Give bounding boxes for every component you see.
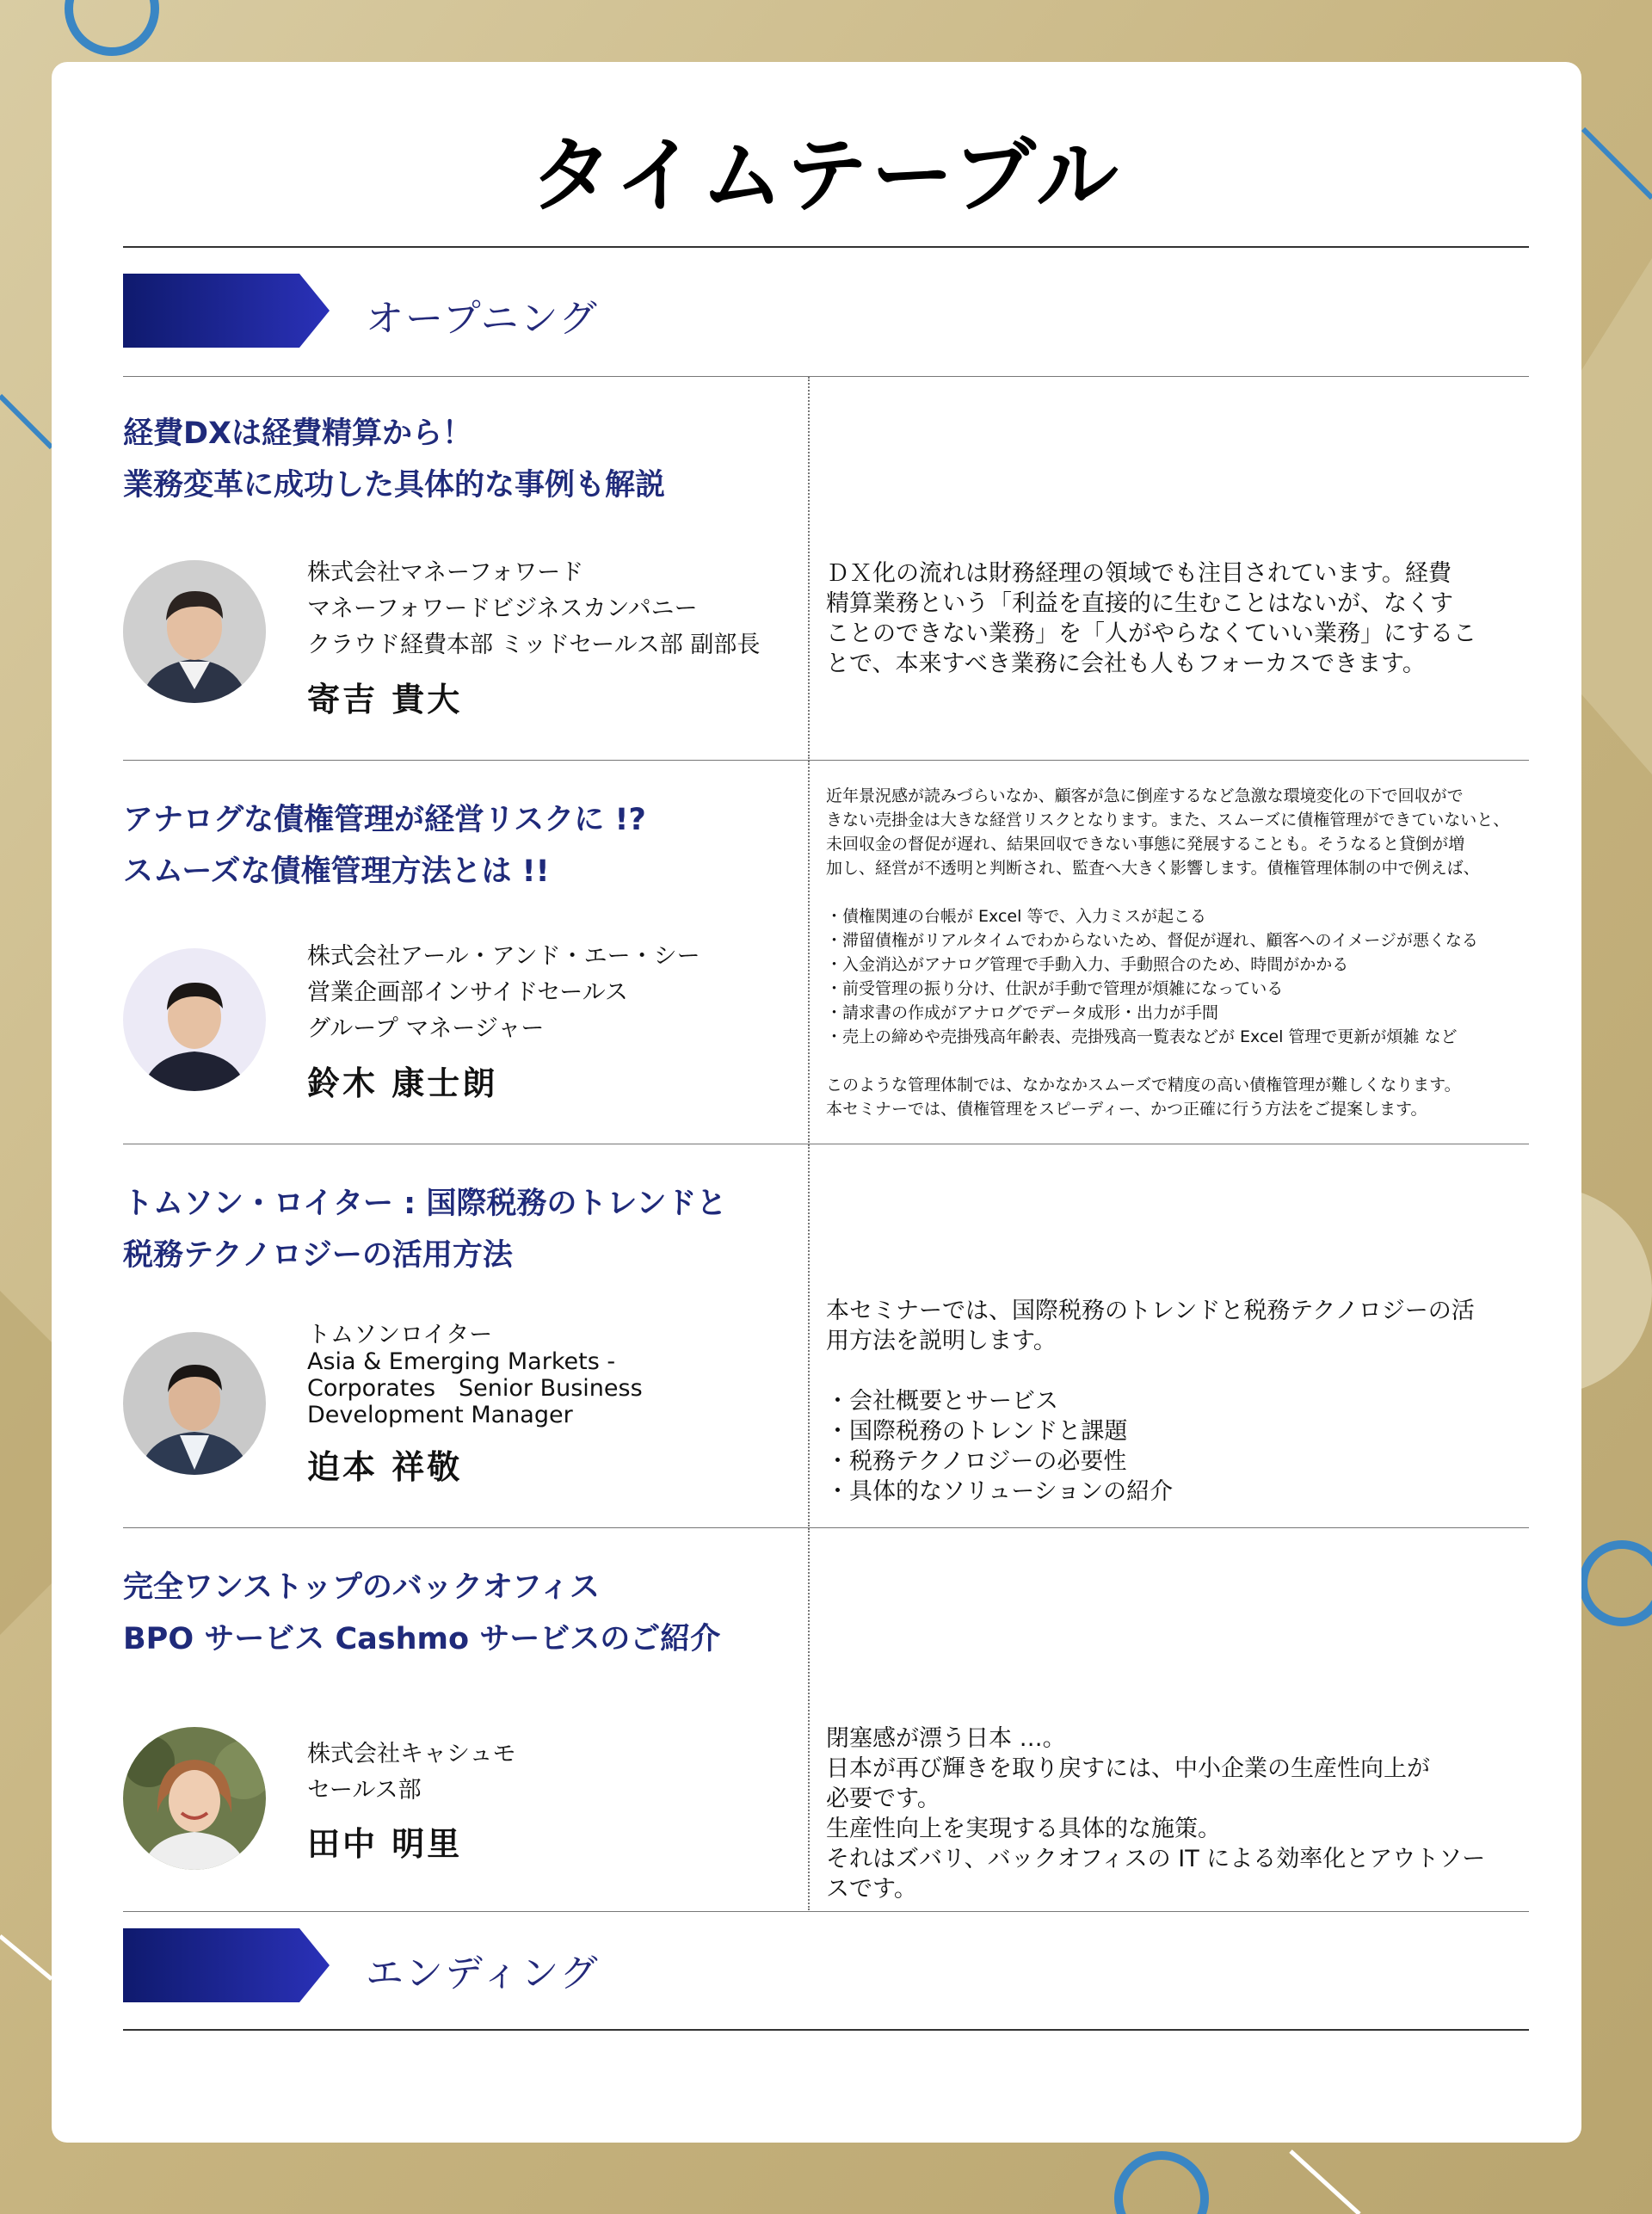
session-title-line: 完全ワンストップのバックオフィス [123, 1570, 601, 1605]
description-bullet: ・具体的なソリューションの紹介 [826, 1478, 1174, 1505]
opening-banner-arrow [123, 274, 330, 348]
description-bullet: ・債権関連の台帳が Excel 等で、入力ミスが起こる [826, 907, 1207, 926]
description-line: それはズバリ、バックオフィスの IT による効率化とアウトソー [826, 1846, 1486, 1872]
session-3-title [123, 1178, 777, 1281]
speaker-2-name: 鈴木 康士朗 [307, 1064, 498, 1102]
session-title-line: 業務変革に成功した具体的な事例も解説 [123, 468, 666, 503]
description-line: スです。 [826, 1876, 917, 1903]
description-line: 本セミナーでは、国際税務のトレンドと税務テクノロジーの活 [826, 1298, 1475, 1324]
session-3-description [826, 1296, 1530, 1507]
speaker-1-affiliation [307, 555, 789, 663]
divider [123, 376, 1529, 377]
description-bullet: ・会社概要とサービス [826, 1388, 1058, 1415]
description-line: きない売掛金は大きな経営リスクとなります。また、スムーズに債権管理ができていないと、 [826, 811, 1510, 829]
description-line: とで、本来すべき業務に会社も人もフォーカスできます。 [826, 651, 1426, 677]
session-title-line: BPO サービス Cashmo サービスのご紹介 [123, 1622, 721, 1656]
affiliation-line: Corporates Senior Business [307, 1375, 643, 1402]
speaker-3-affiliation [307, 1322, 789, 1428]
description-bullet: ・売上の締めや売掛残高年齢表、売掛残高一覧表などが Excel 管理で更新が煩雑 など [826, 1027, 1458, 1046]
speaker-3-name: 迫本 祥敬 [307, 1448, 463, 1486]
divider [123, 1911, 1529, 1912]
affiliation-line: 株式会社アール・アンド・エー・シー [307, 943, 700, 970]
description-line: 生産性向上を実現する具体的な施策。 [826, 1816, 1221, 1842]
description-bullet: ・前受管理の振り分け、仕訳が手動で管理が煩雑になっている [826, 979, 1284, 998]
affiliation-line: セールス部 [307, 1777, 422, 1804]
speaker-2-avatar [123, 948, 266, 1091]
affiliation-line: 営業企画部インサイドセールス [307, 979, 628, 1006]
affiliation-line: Asia & Emerging Markets - [307, 1348, 616, 1375]
session-title-line: トムソン・ロイター : 国際税務のトレンドと [123, 1187, 727, 1221]
description-line: 必要です。 [826, 1785, 940, 1812]
affiliation-line: クラウド経費本部 ミッドセールス部 副部長 [307, 632, 761, 658]
session-title-line: 税務テクノロジーの活用方法 [123, 1238, 513, 1273]
divider [123, 1527, 1529, 1528]
opening-label: オープニング [366, 297, 599, 341]
page-title: タイムテーブル [530, 127, 1122, 224]
description-line: 閉塞感が漂う日本 …。 [826, 1725, 1066, 1752]
column-separator [808, 377, 810, 759]
speaker-4-avatar [123, 1727, 266, 1870]
speaker-4-name: 田中 明里 [307, 1825, 463, 1863]
description-line: 用方法を説明します。 [826, 1328, 1057, 1354]
description-bullet: ・入金消込がアナログ管理で手動入力、手動照合のため、時間がかかる [826, 955, 1349, 974]
session-1-title [123, 408, 777, 511]
speaker-2-affiliation [307, 939, 789, 1047]
description-line: ＤＸ化の流れは財務経理の領域でも注目されています。経費 [826, 560, 1452, 587]
speaker-1-name: 寄吉 貴大 [307, 681, 463, 718]
column-separator [808, 1144, 810, 1526]
affiliation-line: マネーフォワードビジネスカンパニー [307, 595, 698, 622]
divider [123, 760, 1529, 761]
speaker-4-affiliation [307, 1736, 789, 1809]
session-title-line: スムーズな債権管理方法とは !! [123, 854, 550, 889]
description-line: 本セミナーでは、債権管理をスピーディー、かつ正確に行う方法をご提案します。 [826, 1100, 1427, 1119]
affiliation-line: グループ マネージャー [307, 1015, 545, 1042]
description-line: ことのできない業務」を「人がやらなくていい業務」にするこ [826, 620, 1476, 647]
session-2-title [123, 794, 777, 897]
description-line: 加し、経営が不透明と判断され、監査へ大きく影響します。債権管理体制の中で例えば、 [826, 859, 1480, 878]
column-separator [808, 761, 810, 1143]
session-2-description [826, 784, 1530, 1121]
column-separator [808, 1528, 810, 1910]
affiliation-line: 株式会社キャシュモ [307, 1741, 516, 1767]
divider [123, 246, 1529, 248]
ending-label: エンディング [366, 1952, 600, 1995]
session-1-description [826, 558, 1530, 679]
description-bullet: ・請求書の作成がアナログでデータ成形・出力が手間 [826, 1003, 1219, 1022]
description-line: 精算業務という「利益を直接的に生むことはないが、なくす [826, 590, 1453, 617]
session-4-description [826, 1724, 1530, 1904]
description-bullet: ・国際税務のトレンドと課題 [826, 1418, 1128, 1445]
description-line: 近年景況感が読みづらいなか、顧客が急に倒産するなど急激な環境変化の下で回収がで [826, 786, 1464, 805]
description-bullet: ・滞留債権がリアルタイムでわからないため、督促が遅れ、顧客へのイメージが悪くなる [826, 931, 1478, 950]
affiliation-line: 株式会社マネーフォワード [307, 559, 584, 586]
divider [123, 2029, 1529, 2031]
session-title-line: アナログな債権管理が経営リスクに !? [123, 803, 646, 837]
speaker-3-avatar [123, 1332, 266, 1475]
description-line: 日本が再び輝きを取り戻すには、中小企業の生産性向上が [826, 1755, 1430, 1782]
session-4-title [123, 1562, 777, 1665]
description-line: 未回収金の督促が遅れ、結果回収できない事態に発展することも。そうなると貸倒が増 [826, 835, 1465, 854]
session-title-line: 経費DXは経費精算から！ [123, 416, 473, 451]
speaker-1-avatar [123, 560, 266, 703]
ending-banner-arrow [123, 1928, 330, 2002]
affiliation-line: トムソンロイター [307, 1322, 493, 1348]
affiliation-line: Development Manager [307, 1402, 573, 1428]
description-bullet: ・税務テクノロジーの必要性 [826, 1448, 1127, 1475]
description-line: このような管理体制では、なかなかスムーズで精度の高い債権管理が難しくなります。 [826, 1076, 1461, 1095]
